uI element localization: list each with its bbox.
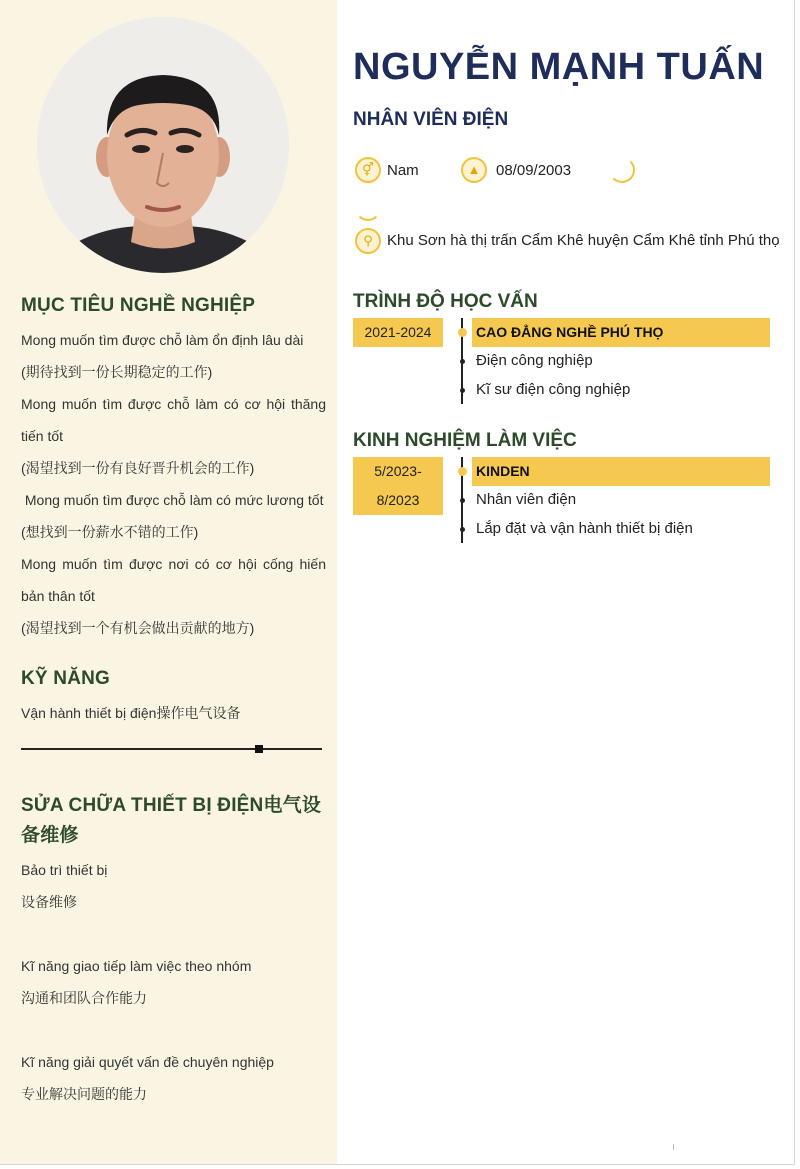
education-item: Kĩ sư điện công nghiệp bbox=[476, 381, 631, 398]
objective-line: (期待找到一份长期稳定的工作) bbox=[21, 364, 213, 380]
timeline-dot bbox=[458, 328, 467, 337]
partial-icon bbox=[355, 195, 381, 221]
education-date-text: 2021-2024 bbox=[364, 324, 432, 340]
avatar-photo bbox=[37, 17, 289, 273]
objective-line: Mong muốn tìm được chỗ làm có mức lương tốt bbox=[21, 492, 324, 508]
address-value: Khu Sơn hà thị trấn Cẩm Khê huyện Cẩm Khê tỉnh Phú thọ bbox=[387, 232, 780, 249]
skills-line: Vận hành thiết bị điện操作电气设备 bbox=[21, 705, 241, 721]
avatar bbox=[37, 17, 289, 273]
gender-icon: ⚥ bbox=[355, 157, 381, 183]
skill-level-marker bbox=[255, 745, 263, 753]
education-date bbox=[353, 318, 443, 347]
experience-date-start: 5/2023- bbox=[374, 463, 422, 479]
objective-line: (渴望找到一个有机会做出贡献的地方) bbox=[21, 620, 255, 636]
sidebar bbox=[0, 0, 337, 1164]
experience-heading: KINH NGHIỆM LÀM VIỆC bbox=[353, 430, 577, 451]
location-icon: ⚲ bbox=[355, 228, 381, 254]
gender-value: Nam bbox=[387, 162, 419, 179]
partial-icon bbox=[609, 157, 635, 183]
timeline-dot bbox=[458, 467, 467, 476]
page-mark bbox=[673, 1144, 674, 1150]
experience-item: Nhân viên điện bbox=[476, 491, 577, 508]
experience-date bbox=[353, 457, 443, 515]
repair-line: 设备维修 bbox=[21, 894, 77, 910]
repair-heading-line1: SỬA CHỮA THIẾT BỊ ĐIỆN电气设 bbox=[21, 795, 322, 816]
objective-heading: MỤC TIÊU NGHỀ NGHIỆP bbox=[21, 295, 256, 316]
repair-line: Kĩ năng giao tiếp làm việc theo nhóm bbox=[21, 958, 252, 974]
objective-line: (渴望找到一份有良好晋升机会的工作) bbox=[21, 460, 255, 476]
candidate-name: NGUYỄN MẠNH TUẤN bbox=[353, 46, 765, 88]
objective-line: (想找到一份薪水不错的工作) bbox=[21, 524, 199, 540]
objective-line: bản thân tốt bbox=[21, 588, 95, 604]
experience-date-end: 8/2023 bbox=[376, 492, 420, 508]
repair-line: 专业解决问题的能力 bbox=[21, 1086, 147, 1102]
birthday-cake-icon: ▲ bbox=[461, 157, 487, 183]
education-heading: TRÌNH ĐỘ HỌC VẤN bbox=[353, 291, 538, 312]
objective-line: tiến tốt bbox=[21, 428, 64, 444]
objective-line: Mong muốn tìm được chỗ làm ổn định lâu dài bbox=[21, 332, 304, 348]
skills-heading: KỸ NĂNG bbox=[21, 668, 111, 689]
objective-line: Mong muốn tìm được chỗ làm có cơ hội thăng bbox=[21, 396, 326, 412]
repair-heading-line2: 备维修 bbox=[21, 825, 79, 846]
education-item: Điện công nghiệp bbox=[476, 352, 593, 369]
timeline-bullet bbox=[460, 359, 465, 364]
education-school: CAO ĐẲNG NGHỀ PHÚ THỌ bbox=[472, 318, 770, 347]
timeline-bullet bbox=[460, 527, 465, 532]
objective-line: Mong muốn tìm được nơi có cơ hội cống hiến bbox=[21, 556, 326, 572]
timeline-bullet bbox=[460, 388, 465, 393]
experience-item: Lắp đặt và vận hành thiết bị điện bbox=[476, 520, 693, 537]
skill-level-divider bbox=[21, 748, 322, 750]
job-title: NHÂN VIÊN ĐIỆN bbox=[353, 109, 509, 130]
timeline-bullet bbox=[460, 498, 465, 503]
repair-line: Bảo trì thiết bị bbox=[21, 862, 108, 878]
repair-line: 沟通和团队合作能力 bbox=[21, 990, 147, 1006]
repair-line: Kĩ năng giải quyết vấn đề chuyên nghiệp bbox=[21, 1054, 274, 1070]
birthdate-value: 08/09/2003 bbox=[496, 162, 572, 179]
experience-company: KINDEN bbox=[472, 457, 770, 486]
